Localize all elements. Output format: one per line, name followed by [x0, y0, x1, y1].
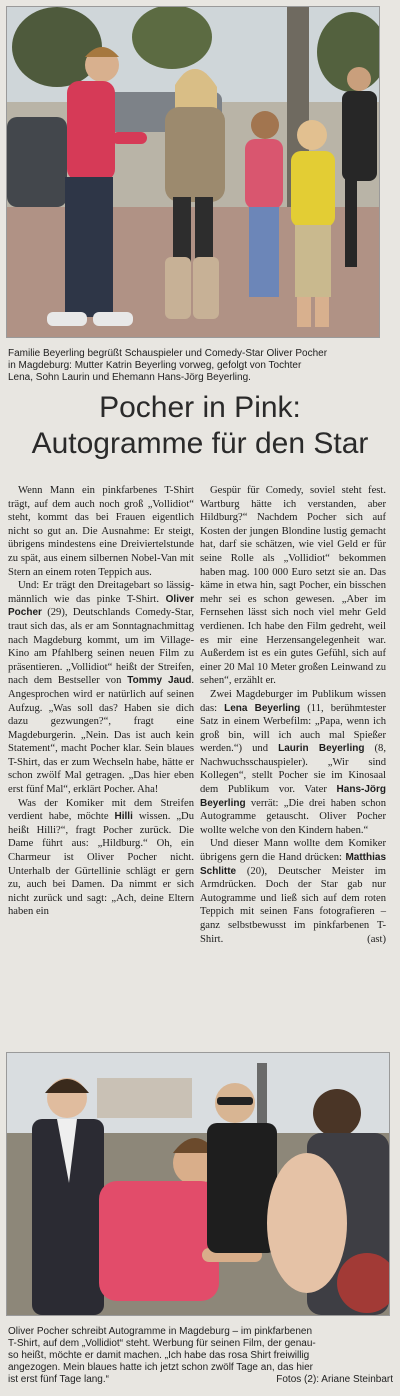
article-text: Und dieser Mann wollte dem Komiker übrigens gern die Hand drücken:: [200, 838, 386, 864]
caption-line: in Magdeburg: Mutter Katrin Beyerling vorweg, gefolgt von Tochter: [8, 360, 302, 371]
photo-family-greets-pocher: [6, 6, 380, 338]
caption-line: Familie Beyerling begrüßt Schauspieler und Comedy-Star Oliver Pocher: [8, 348, 328, 359]
article-paragraph: [200, 837, 386, 946]
headline-line-1: Pocher in Pink:: [99, 391, 301, 424]
author-sign: (ast): [367, 933, 386, 945]
caption-line: ist erst fünf Tage lang.“: [8, 1374, 109, 1385]
person-name: Matthias Schlitte: [200, 852, 386, 877]
caption-top-photo: [8, 348, 378, 384]
article-paragraph: [8, 484, 194, 579]
article-text: Was der Komiker mit dem Streifen verdient habe, möchte: [8, 797, 194, 823]
caption-line-last: [8, 1374, 393, 1386]
article-column-right: [200, 484, 386, 946]
person-name: Hilli: [114, 811, 133, 823]
caption-line: Lena, Sohn Laurin und Ehemann Hans-Jörg Beyerling.: [8, 372, 251, 383]
article-text: wissen. „Du heißt Hilli?“, fragt Pocher zurück. Die Dame führt aus: „Hildburg.“ Oh, ein Charmeur ist Oliver Pocher nicht. Unterhalb der Gürtellinie schlägt er gern zu, auch bei Damen. Da nimmt er sich nicht zurück und sagt: „Ach, deine Eltern haben ein: [8, 811, 195, 918]
article-paragraph: [8, 797, 194, 919]
article-text: . Angesprochen wird er natürlich auf seinen Aufzug. „Was soll das? Haben sie dich dazu gezwungen?“, fragt eine Magdeburgerin. „Nein. Das ist auch kein Statement“, macht Pocher klar. Sein blaues T-Shirt, das er zum Wechseln habe, hätte er schon zwölf Mal getragen. „Das hier eben erst fünf Mal“, erklärt Pocher. Aha!: [8, 675, 195, 796]
caption-bottom-photo: [8, 1326, 393, 1386]
caption-line: angezogen. Mein blaues hatte ich jetzt schon zwölf Tage an, das hier: [8, 1362, 314, 1373]
article-text: verrät: „Die drei haben schon Autogramme getauscht. Oliver Pocher wollte welche von den Kindern haben.“: [200, 797, 386, 836]
article-text: (29), Deutschlands Comedy-Star, traut sich das, als er am Sonntagnachmittag nach Magdeburg kommt, um im Village-Kino am Pfahlberg seinen neuen Film zu präsentieren. „Vollidiot“ heißt der Streifen, nach dem Bestseller von: [8, 607, 194, 687]
article-paragraph: [200, 484, 386, 688]
article-text: (11, berühmtester Satz in einem Werbefilm: „Papa, wenn ich groß bin, will ich auch mal Spießer werden.“) und: [200, 702, 386, 755]
headline-line-2: Autogramme für den Star: [31, 427, 369, 460]
person-name: Tommy Jaud: [127, 675, 192, 687]
article-text: Und: Er trägt den Dreitagebart so lässig-männlich wie das pinke T-Shirt.: [8, 580, 194, 605]
article-text: (8, Nachwuchsschauspieler). „Wir sind Kollegen“, stellt Pocher sie im Kinosaal dem Publikum vor. Vater: [200, 743, 387, 796]
caption-line: Oliver Pocher schreibt Autogramme in Magdeburg – im pinkfarbenen: [8, 1326, 313, 1337]
person-name: Oliver Pocher: [8, 593, 194, 619]
article-text: Zwei Magdeburger im Publikum wissen das:: [200, 688, 386, 714]
headline: [6, 390, 394, 462]
article-text: Wenn Mann ein pinkfarbenes T-Shirt trägt, auf dem auch noch groß „Vollidiot“ steht, kommt das bei Frauen eigentlich nicht so gut an. Die Ausnahme: Er steigt, übrigens mindestens eine Dreiviertelstunde zu spät, aus einem silbernen Nobel-Van mit Stern an einem roten Teppich aus.: [8, 485, 194, 578]
person-name: Laurin Beyerling: [278, 743, 365, 755]
photo-pocher-signing-autographs: [6, 1052, 390, 1316]
article-text: Gespür für Comedy, soviel steht fest. Wartburg hätte ich verstanden, aber Hildburg?“ Nachdem Pocher sich auf Kosten der jungen Blondine lustig gemacht hat, darf sie schätzen, wie viel Geld er für seine Rolle als „Vollidiot“ bekommen haben mag. 100 000 Euro setzt sie an. Das käme in etwa hin, sagt Pocher, ein bisschen mehr sei es schon gewesen. „Aber im Fernsehen lässt sich noch viel mehr Geld verdienen. Ich habe den Film gedreht, weil es mir eine Herzensangelegenheit war. Außerdem ist es ein gutes Gefühl, sich auf einer 20 Mal 10 Meter großen Leinwand zu sehen“, erzählt er.: [200, 485, 386, 687]
caption-line: T-Shirt, auf dem „Vollidiot“ steht. Werbung für seinen Film, der genau-: [8, 1338, 316, 1349]
article-text: (20), Deutscher Meister im Armdrücken. Doch der Star gab nur Autogramme und ließ sich auf dem roten Teppich mit seinen Fans fotografieren – ganz selbstbewusst im pinkfarbenen T-Shirt.: [200, 865, 386, 945]
article-paragraph: [8, 579, 194, 797]
photo-credit: Fotos (2): Ariane Steinbart: [276, 1374, 393, 1385]
article-paragraph: [200, 688, 386, 838]
person-name: Hans-Jörg Beyerling: [200, 784, 386, 809]
caption-line: so heißt, möchte er damit machen. „Ich habe das rosa Shirt freiwillig: [8, 1350, 310, 1361]
article-column-left: [8, 484, 194, 919]
person-name: Lena Beyerling: [224, 702, 301, 714]
